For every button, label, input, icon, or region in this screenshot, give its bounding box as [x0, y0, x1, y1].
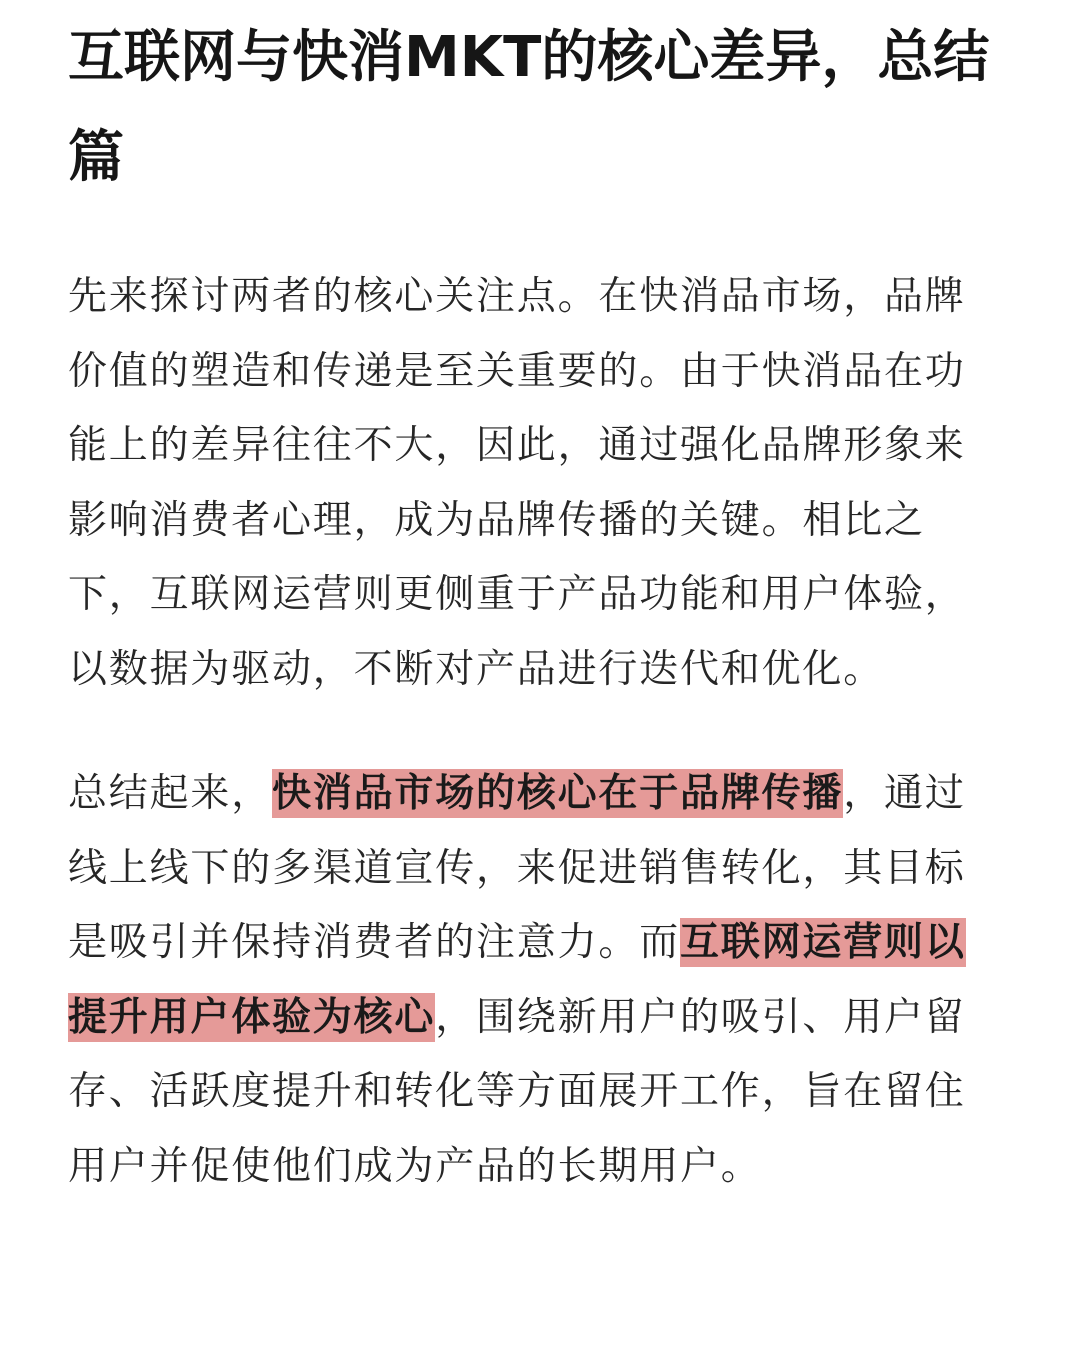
article: [68, 0, 998, 1204]
summary-middle-text: ，通过线上线下的多渠道宣传，来促进销售转化，其目标是吸引并保持消费者的注意力。而: [68, 771, 966, 965]
highlight-fmcg-core: 快消品市场的核心在于品牌传播: [272, 771, 844, 816]
article-title: 互联网与快消MKT的核心差异，总结篇: [68, 25, 990, 190]
summary-tail-text: ，围绕新用户的吸引、用户留存、活跃度提升和转化等方面展开工作，旨在留住用户并促使他们成为产品的长期用户。: [68, 994, 966, 1189]
summary-lead-text: 总结起来，: [68, 771, 273, 816]
paragraph-core-focus: 先来探讨两者的核心关注点。在快消品市场，品牌价值的塑造和传递是至关重要的。由于快消品在功能上的差异往往不大，因此，通过强化品牌形象来影响消费者心理，成为品牌传播的关键。相比之下，互联网运营则更侧重于产品功能和用户体验，以数据为驱动，不断对产品进行迭代和优化。: [68, 274, 966, 692]
paragraph-summary: [68, 757, 998, 1204]
highlight-internet-core: 互联网运营则以提升用户体验为核心: [68, 920, 966, 1040]
